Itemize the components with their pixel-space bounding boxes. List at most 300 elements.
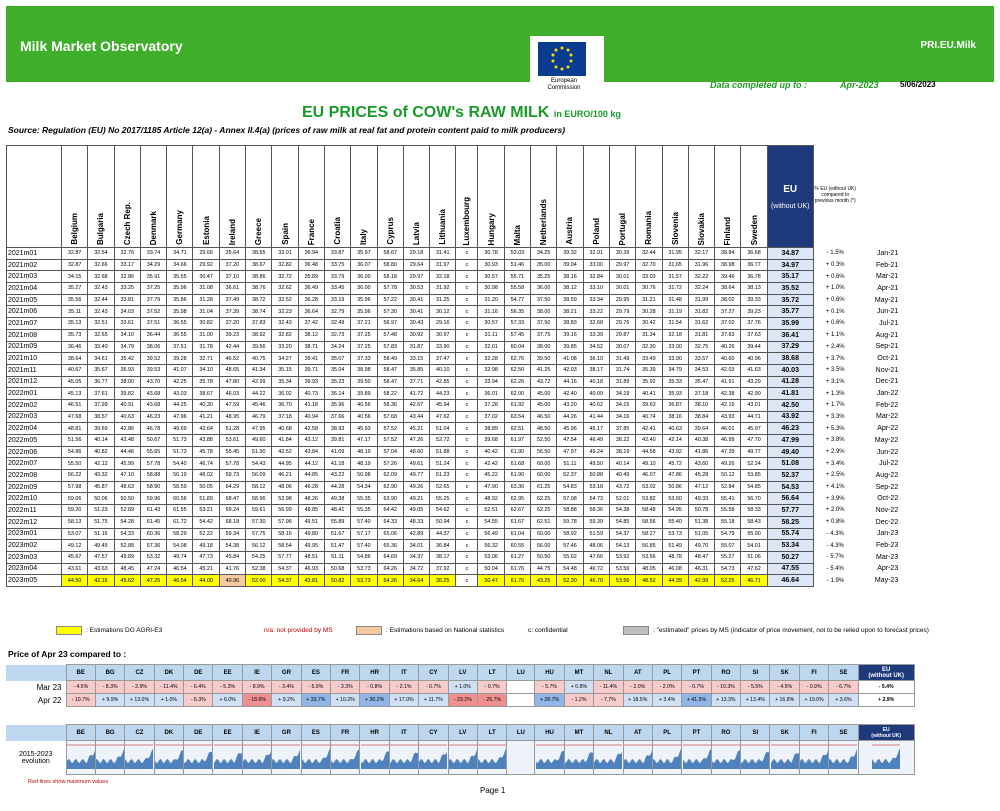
price-cell: 34.37 bbox=[403, 551, 429, 563]
price-cell: 43.01 bbox=[741, 399, 767, 411]
price-cell: c bbox=[456, 318, 478, 330]
price-cell: 30.01 bbox=[609, 271, 635, 283]
price-cell: 45.67 bbox=[62, 551, 88, 563]
price-cell: 32.87 bbox=[62, 248, 88, 260]
evo-country-code: IT bbox=[389, 725, 418, 741]
date-cell: Aug-21 bbox=[875, 331, 899, 339]
evo-country-code: CY bbox=[419, 725, 448, 741]
price-cell: 32.65 bbox=[88, 329, 114, 341]
price-cell: 50.88 bbox=[583, 470, 609, 482]
date-cell: Jan-22 bbox=[876, 390, 899, 398]
price-cell: 55.65 bbox=[140, 446, 166, 458]
price-cell: 53.61 bbox=[219, 435, 245, 447]
price-cell: 29.66 bbox=[193, 248, 219, 260]
price-cell: 60.04 bbox=[504, 341, 530, 353]
price-cell: 42.42 bbox=[478, 458, 504, 470]
sparkline-icon bbox=[419, 741, 447, 769]
price-cell: 58.88 bbox=[557, 505, 583, 517]
price-cell: 49.12 bbox=[62, 540, 88, 552]
price-cell: 37.79 bbox=[140, 294, 166, 306]
price-cell: 40.14 bbox=[609, 458, 635, 470]
table-row bbox=[7, 540, 900, 552]
price-cell: 51.38 bbox=[688, 516, 714, 528]
eu-price-cell: 56.64 bbox=[767, 493, 813, 505]
eu-price-cell: 36.41 bbox=[767, 329, 813, 341]
cmp-cell: + 10.2% bbox=[331, 694, 360, 707]
price-cell: 35.39 bbox=[636, 364, 662, 376]
cmp-cell bbox=[507, 694, 535, 707]
cmp-cell: + 18.5% bbox=[623, 694, 652, 707]
price-cell: 48.19 bbox=[351, 446, 377, 458]
price-cell: 51.89 bbox=[193, 493, 219, 505]
price-cell: 31.95 bbox=[662, 248, 688, 260]
price-cell: 35.85 bbox=[403, 364, 429, 376]
price-cell: 56.12 bbox=[246, 540, 272, 552]
price-cell: 38.16 bbox=[662, 411, 688, 423]
price-cell: c bbox=[456, 563, 478, 575]
cmp-cell: - 0.7% bbox=[682, 681, 711, 694]
period-cell: 2022m02 bbox=[7, 399, 62, 411]
price-cell: 41.25 bbox=[531, 364, 557, 376]
cmp-cell: + 13.3% bbox=[711, 694, 740, 707]
price-cell: 46.93 bbox=[298, 563, 324, 575]
price-cell: 62.76 bbox=[504, 353, 530, 365]
period-cell: 2022m05 bbox=[7, 435, 62, 447]
price-cell: 57.26 bbox=[377, 458, 403, 470]
price-cell: 37.51 bbox=[167, 341, 193, 353]
source-note: Source: Regulation (EU) No 2017/1185 Article 12(a) - Annex II.4(a) (prices of raw milk at real fat and protein content paid to milk producers) bbox=[8, 125, 566, 135]
sparkline-icon bbox=[800, 741, 828, 769]
price-cell: 54.37 bbox=[272, 575, 298, 587]
price-cell: 33.87 bbox=[324, 248, 350, 260]
price-cell: 45.28 bbox=[688, 470, 714, 482]
price-cell: 32.68 bbox=[583, 318, 609, 330]
price-cell: 40.49 bbox=[609, 470, 635, 482]
price-cell: 32.62 bbox=[272, 283, 298, 295]
price-cell: 33.00 bbox=[583, 259, 609, 271]
date-cell: Jan-23 bbox=[876, 530, 899, 538]
price-cell: 36.28 bbox=[298, 294, 324, 306]
sparkline-cell bbox=[66, 741, 95, 775]
country-header bbox=[88, 146, 114, 248]
price-cell: 31.28 bbox=[193, 294, 219, 306]
table-row bbox=[7, 446, 900, 458]
page-title: EU PRICES of COW's RAW MILK in EURO/100 kg bbox=[302, 104, 621, 121]
price-cell: 43.12 bbox=[298, 435, 324, 447]
price-cell: 36.68 bbox=[741, 248, 767, 260]
price-cell: 54.40 bbox=[167, 458, 193, 470]
price-cell: 53.73 bbox=[662, 528, 688, 540]
price-cell: 55.25 bbox=[430, 493, 456, 505]
sparkline-cell bbox=[594, 741, 623, 775]
country-header bbox=[430, 146, 456, 248]
country-header bbox=[219, 146, 245, 248]
price-cell: 31.11 bbox=[478, 329, 504, 341]
price-cell: 56.70 bbox=[741, 493, 767, 505]
country-label: Poland bbox=[591, 218, 601, 245]
price-cell: 56.09 bbox=[246, 470, 272, 482]
eu-price-cell: 43.92 bbox=[767, 411, 813, 423]
period-cell: 2022m08 bbox=[7, 470, 62, 482]
evo-country-code: LT bbox=[477, 725, 506, 741]
country-label: France bbox=[306, 218, 316, 245]
price-cell: 39.04 bbox=[557, 259, 583, 271]
price-cell: 39.23 bbox=[219, 329, 245, 341]
sparkline-cell bbox=[799, 741, 828, 775]
price-cell: 57.30 bbox=[246, 516, 272, 528]
price-cell: c bbox=[456, 259, 478, 271]
country-code: LU bbox=[507, 665, 535, 681]
price-cell: 32.79 bbox=[324, 306, 350, 318]
price-cell: 39.64 bbox=[688, 423, 714, 435]
price-cell: 54.34 bbox=[351, 481, 377, 493]
price-cell: 41.09 bbox=[324, 446, 350, 458]
price-cell: 46.74 bbox=[193, 458, 219, 470]
period-cell: 2021m04 bbox=[7, 283, 62, 295]
price-cell: 54.13 bbox=[609, 540, 635, 552]
price-cell: 39.56 bbox=[246, 341, 272, 353]
cmp-cell: + 11.7% bbox=[419, 694, 448, 707]
price-cell: 44.50 bbox=[62, 575, 88, 587]
price-cell: 43.48 bbox=[114, 435, 140, 447]
sparkline-icon bbox=[361, 741, 389, 769]
table-row bbox=[7, 399, 900, 411]
price-cell: 48.41 bbox=[324, 505, 350, 517]
cmp-cell: - 3.3% bbox=[331, 681, 360, 694]
cmp-cell: - 11.4% bbox=[154, 681, 183, 694]
price-cell: 39.16 bbox=[557, 329, 583, 341]
price-cell: 41.08 bbox=[557, 353, 583, 365]
price-cell: c bbox=[456, 283, 478, 295]
country-label: Bulgaria bbox=[96, 212, 106, 245]
price-cell: 30.78 bbox=[478, 248, 504, 260]
price-cell: 68.18 bbox=[219, 516, 245, 528]
pct-cell: + 3.9% bbox=[825, 495, 845, 502]
sparkline-cell bbox=[564, 741, 593, 775]
price-cell: 53.32 bbox=[140, 551, 166, 563]
price-cell: 41.84 bbox=[272, 435, 298, 447]
price-cell: 33.75 bbox=[324, 259, 350, 271]
price-cell: 32.72 bbox=[272, 271, 298, 283]
price-cell: 36.55 bbox=[167, 329, 193, 341]
price-cell: 43.20 bbox=[557, 399, 583, 411]
price-cell: 46.54 bbox=[167, 563, 193, 575]
sparkline-icon bbox=[536, 741, 564, 769]
price-cell: 47.57 bbox=[88, 551, 114, 563]
evolution-table bbox=[6, 724, 915, 775]
price-cell: 38.92 bbox=[246, 329, 272, 341]
price-cell: 45.21 bbox=[403, 423, 429, 435]
price-cell: 38.12 bbox=[557, 283, 583, 295]
price-cell: 37.71 bbox=[403, 376, 429, 388]
price-cell: 35.55 bbox=[167, 271, 193, 283]
price-cell: 51.73 bbox=[167, 446, 193, 458]
price-cell: 33.15 bbox=[403, 353, 429, 365]
price-cell: 63.90 bbox=[377, 493, 403, 505]
price-cell: 48.26 bbox=[298, 493, 324, 505]
price-cell: 58.29 bbox=[167, 528, 193, 540]
price-cell: c bbox=[456, 329, 478, 341]
price-cell: 37.83 bbox=[715, 329, 741, 341]
price-cell: 30.43 bbox=[403, 318, 429, 330]
price-cell: 47.62 bbox=[741, 563, 767, 575]
table-row bbox=[7, 435, 900, 447]
price-cell: 40.73 bbox=[298, 388, 324, 400]
sparkline-icon bbox=[712, 741, 740, 769]
price-cell: 57.36 bbox=[140, 540, 166, 552]
sparkline-cell bbox=[389, 741, 418, 775]
price-cell: 41.86 bbox=[688, 446, 714, 458]
cmp-cell: + 16.8% bbox=[770, 694, 799, 707]
country-code: CY bbox=[419, 665, 448, 681]
evo-country-code: BE bbox=[66, 725, 95, 741]
cmp-cell: - 8.9% bbox=[242, 681, 271, 694]
price-cell: 58.59 bbox=[167, 481, 193, 493]
sparkline-icon bbox=[872, 741, 900, 769]
country-header bbox=[504, 146, 530, 248]
price-cell: 52.65 bbox=[430, 481, 456, 493]
price-cell: 62.25 bbox=[531, 493, 557, 505]
price-cell: 34.25 bbox=[531, 248, 557, 260]
price-cell: 32.17 bbox=[688, 248, 714, 260]
price-cell: 41.63 bbox=[741, 364, 767, 376]
price-cell: 40.96 bbox=[741, 353, 767, 365]
eu-price-cell: 35.77 bbox=[767, 306, 813, 318]
price-cell: 34.10 bbox=[114, 329, 140, 341]
price-cell: 58.56 bbox=[636, 516, 662, 528]
table-row bbox=[7, 329, 900, 341]
price-cell: 33.20 bbox=[272, 341, 298, 353]
evo-country-code: BG bbox=[95, 725, 124, 741]
country-label: Luxembourg bbox=[462, 196, 472, 245]
cmp-cell: + 6.0% bbox=[213, 694, 242, 707]
price-cell: 58.96 bbox=[246, 493, 272, 505]
period-cell: 2022m07 bbox=[7, 458, 62, 470]
price-cell: 39.81 bbox=[324, 435, 350, 447]
price-cell: 38.84 bbox=[715, 248, 741, 260]
price-cell: 47.39 bbox=[715, 446, 741, 458]
price-cell: 52.01 bbox=[609, 493, 635, 505]
price-cell: 40.94 bbox=[298, 411, 324, 423]
price-cell: 29.64 bbox=[403, 259, 429, 271]
price-cell: 48.60 bbox=[403, 446, 429, 458]
price-cell: 48.85 bbox=[298, 505, 324, 517]
cmp-cell: + 3.4% bbox=[652, 694, 681, 707]
price-cell: 43.22 bbox=[324, 470, 350, 482]
price-cell: 43.92 bbox=[662, 446, 688, 458]
sparkline-icon bbox=[67, 741, 95, 769]
price-cell: 39.50 bbox=[351, 376, 377, 388]
pct-cell: + 3.8% bbox=[825, 437, 845, 444]
price-cell: 43.81 bbox=[298, 575, 324, 587]
cmp-cell: - 18.6% bbox=[242, 694, 271, 707]
price-cell: 42.85 bbox=[430, 376, 456, 388]
country-label: Netherlands bbox=[539, 198, 549, 245]
price-cell: 61.90 bbox=[504, 470, 530, 482]
price-cell: 31.49 bbox=[609, 353, 635, 365]
country-header bbox=[456, 146, 478, 248]
evo-country-code: AT bbox=[623, 725, 652, 741]
price-cell: 47.68 bbox=[62, 411, 88, 423]
price-cell: 31.99 bbox=[688, 294, 714, 306]
price-cell: 45.00 bbox=[531, 399, 557, 411]
date-cell: Jun-21 bbox=[876, 308, 899, 316]
price-cell: 31.34 bbox=[636, 329, 662, 341]
price-cell: 51.67 bbox=[324, 528, 350, 540]
price-cell: 52.37 bbox=[557, 470, 583, 482]
price-cell: 61.68 bbox=[504, 458, 530, 470]
price-cell: 39.53 bbox=[140, 364, 166, 376]
pct-cell: + 3.4% bbox=[825, 460, 845, 467]
price-cell: 59.20 bbox=[62, 505, 88, 517]
price-cell: 32.18 bbox=[662, 329, 688, 341]
date-header bbox=[857, 146, 899, 248]
price-cell: 33.10 bbox=[583, 283, 609, 295]
price-cell: 58.13 bbox=[62, 516, 88, 528]
price-cell: 54.85 bbox=[609, 516, 635, 528]
price-cell: 36.00 bbox=[531, 283, 557, 295]
price-cell: 53.73 bbox=[351, 563, 377, 575]
price-cell: c bbox=[456, 399, 478, 411]
price-cell: c bbox=[456, 493, 478, 505]
sparkline-cell bbox=[184, 741, 213, 775]
price-cell: 46.70 bbox=[583, 575, 609, 587]
sparkline-icon bbox=[390, 741, 418, 769]
pct-cell: + 3.3% bbox=[825, 413, 845, 420]
price-cell: 30.82 bbox=[193, 318, 219, 330]
price-cell: 49.26 bbox=[715, 458, 741, 470]
price-cell: 34.79 bbox=[114, 341, 140, 353]
price-cell: 45.22 bbox=[478, 470, 504, 482]
pct-cell: + 0.8% bbox=[825, 519, 845, 526]
legend bbox=[6, 624, 994, 638]
price-cell: 50.50 bbox=[114, 493, 140, 505]
country-code: DK bbox=[154, 665, 183, 681]
price-cell: c bbox=[456, 341, 478, 353]
price-cell: 45.87 bbox=[88, 481, 114, 493]
cmp-cell: - 6.4% bbox=[184, 681, 213, 694]
price-cell: 57.52 bbox=[377, 435, 403, 447]
cmp-eu-cell: + 2.9% bbox=[858, 694, 914, 707]
price-cell: 55.58 bbox=[715, 505, 741, 517]
sparkline-icon bbox=[243, 741, 271, 769]
price-cell: 51.49 bbox=[662, 540, 688, 552]
price-cell: 44.25 bbox=[167, 399, 193, 411]
cmp-cell: - 5.3% bbox=[213, 681, 242, 694]
country-code: RO bbox=[711, 665, 740, 681]
evo-eu-label: EU bbox=[882, 726, 890, 733]
price-cell: 37.25 bbox=[351, 341, 377, 353]
price-cell: 47.26 bbox=[403, 435, 429, 447]
cmp-cell: + 9.2% bbox=[272, 694, 301, 707]
country-header bbox=[636, 146, 662, 248]
report-code: PRI.EU.Milk bbox=[920, 40, 976, 51]
sparkline-cell bbox=[682, 741, 711, 775]
sparkline-icon bbox=[478, 741, 506, 769]
cmp-cell: - 5.7% bbox=[535, 681, 564, 694]
table-row bbox=[7, 364, 900, 376]
legend-text-5: : "estimated" prices by MS (indicator of price movement, not to be relied upon to forecast prices) bbox=[653, 627, 929, 634]
date-cell: Mar-22 bbox=[876, 413, 899, 421]
cmp-cell: - 6.3% bbox=[184, 694, 213, 707]
price-cell: 58.47 bbox=[377, 364, 403, 376]
price-cell: 42.25 bbox=[167, 376, 193, 388]
price-cell: 47.24 bbox=[140, 563, 166, 575]
table-row bbox=[7, 294, 900, 306]
country-label: Czech Rep. bbox=[122, 201, 132, 245]
price-cell: 45.72 bbox=[662, 458, 688, 470]
sparkline-icon bbox=[449, 741, 477, 769]
price-cell: 57.78 bbox=[140, 458, 166, 470]
price-cell: 63.54 bbox=[504, 411, 530, 423]
price-cell: 54.33 bbox=[114, 528, 140, 540]
price-cell: 35.67 bbox=[88, 364, 114, 376]
price-cell: 62.67 bbox=[504, 505, 530, 517]
cmp-cell: - 0.7% bbox=[477, 681, 506, 694]
price-cell: c bbox=[456, 551, 478, 563]
price-cell: 38.55 bbox=[246, 248, 272, 260]
price-cell: 55.90 bbox=[741, 528, 767, 540]
price-cell: 51.24 bbox=[430, 458, 456, 470]
price-cell: 50.12 bbox=[715, 470, 741, 482]
price-cell: 36.87 bbox=[662, 399, 688, 411]
price-cell: 49.95 bbox=[298, 540, 324, 552]
cmp-eu-label: EU bbox=[881, 666, 891, 673]
price-cell: c bbox=[456, 481, 478, 493]
price-cell: 32.54 bbox=[88, 248, 114, 260]
price-table bbox=[6, 145, 900, 587]
country-header bbox=[62, 146, 88, 248]
price-cell: 65.06 bbox=[377, 528, 403, 540]
price-cell: 37.27 bbox=[715, 306, 741, 318]
price-cell: 40.42 bbox=[478, 446, 504, 458]
price-cell: 51.11 bbox=[324, 551, 350, 563]
sparkline-icon bbox=[155, 741, 183, 769]
country-code: BG bbox=[95, 665, 124, 681]
price-cell: 63.36 bbox=[504, 481, 530, 493]
price-cell: 33.00 bbox=[662, 341, 688, 353]
period-cell: 2023m03 bbox=[7, 551, 62, 563]
price-cell: 34.66 bbox=[167, 259, 193, 271]
country-label: Finland bbox=[723, 216, 733, 245]
price-cell: 42.16 bbox=[88, 575, 114, 587]
price-cell: 45.78 bbox=[193, 446, 219, 458]
price-cell: 49.45 bbox=[88, 540, 114, 552]
sparkline-cell bbox=[623, 741, 652, 775]
evo-country-code: FR bbox=[331, 725, 360, 741]
pct-cell: + 3.5% bbox=[825, 367, 845, 374]
period-cell: 2021m03 bbox=[7, 271, 62, 283]
price-cell: 46.50 bbox=[531, 411, 557, 423]
price-cell: 58.12 bbox=[246, 481, 272, 493]
period-cell: 2022m11 bbox=[7, 505, 62, 517]
price-cell: 39.89 bbox=[351, 388, 377, 400]
price-cell: 35.23 bbox=[324, 376, 350, 388]
price-cell: 42.03 bbox=[557, 364, 583, 376]
price-cell: 62.95 bbox=[504, 493, 530, 505]
country-label: Estonia bbox=[201, 216, 211, 245]
date-cell: Sep-22 bbox=[875, 483, 899, 491]
pct-cell: - 1.5% bbox=[826, 250, 844, 257]
pct-cell: - 4.3% bbox=[826, 542, 844, 549]
price-cell: 50.68 bbox=[324, 563, 350, 575]
price-cell: 43.84 bbox=[298, 446, 324, 458]
cmp-cell: + 13.0% bbox=[125, 694, 154, 707]
pct-cell: + 1.1% bbox=[825, 332, 845, 339]
table-row bbox=[7, 551, 900, 563]
eu-price-cell: 58.25 bbox=[767, 516, 813, 528]
period-cell: 2021m06 bbox=[7, 306, 62, 318]
